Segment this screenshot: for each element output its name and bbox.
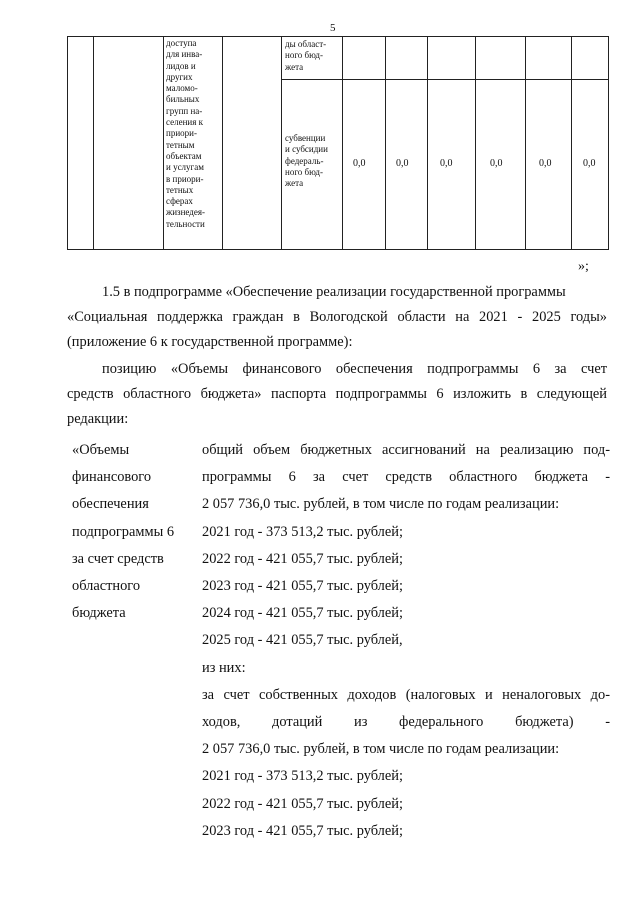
description-line: тетных	[166, 184, 194, 195]
description-line: жизнедея-	[166, 207, 205, 218]
value-cell: 0,0	[539, 158, 552, 169]
source-line: жета	[285, 178, 304, 189]
position-line-3: редакции:	[67, 411, 129, 427]
table-col-line	[525, 36, 526, 250]
value-line: 2021 год - 373 513,2 тыс. рублей;	[202, 523, 403, 540]
description-line: в приори-	[166, 173, 204, 184]
measure-description-cell	[166, 38, 224, 230]
description-line: сферах	[166, 196, 193, 207]
table-col-line	[93, 36, 94, 250]
label-line: подпрограммы 6	[72, 523, 175, 540]
table-col-line	[342, 36, 343, 250]
funding-source-federal	[285, 133, 341, 189]
description-line: лидов и	[166, 60, 196, 71]
value-cell: 0,0	[353, 158, 366, 169]
table-col-line	[281, 36, 282, 250]
position-line-2: средств областного бюджета» паспорта подпрограммы 6 изложить в следующей	[67, 386, 607, 402]
description-line: для инва-	[166, 49, 203, 60]
source-line: субвенции	[285, 133, 326, 143]
label-line: бюджета	[72, 605, 126, 622]
value-cell: 0,0	[490, 158, 503, 169]
description-line: доступа	[166, 38, 197, 48]
description-line: тельности	[166, 218, 205, 229]
description-line: групп на-	[166, 105, 203, 116]
value-line: 2024 год - 421 055,7 тыс. рублей;	[202, 605, 403, 622]
label-line: «Объемы	[72, 442, 130, 458]
intro-line-3: (приложение 6 к государственной программе):	[67, 334, 353, 350]
table-row-divider	[281, 79, 609, 80]
value-line: 2023 год - 421 055,7 тыс. рублей;	[202, 822, 403, 839]
value-line: 2022 год - 421 055,7 тыс. рублей;	[202, 550, 403, 567]
value-line: 2023 год - 421 055,7 тыс. рублей;	[202, 578, 403, 595]
position-value	[202, 437, 610, 845]
source-line: ного бюд-	[285, 166, 323, 177]
value-line: 2 057 736,0 тыс. рублей, в том числе по годам реализации:	[202, 496, 560, 513]
value-line: за счет собственных доходов (налоговых и неналоговых до-	[202, 686, 610, 703]
value-line: 2025 год - 421 055,7 тыс. рублей,	[202, 632, 403, 649]
table-col-line	[427, 36, 428, 250]
funding-source-regional	[285, 39, 341, 73]
value-cell: 0,0	[396, 158, 409, 169]
value-line: из них:	[202, 659, 246, 676]
value-line: общий объем бюджетных ассигнований на реализацию под-	[202, 442, 610, 458]
value-cell: 0,0	[440, 158, 453, 169]
label-line: обеспечения	[72, 496, 149, 513]
table-bottom-border	[67, 249, 609, 250]
description-line: тетным	[166, 139, 195, 150]
value-cell: 0,0	[583, 158, 596, 169]
description-line: и услугам	[166, 162, 204, 173]
source-line: ды област-	[285, 39, 327, 49]
value-line: 2 057 736,0 тыс. рублей, в том числе по годам реализации:	[202, 741, 560, 758]
page-number: 5	[330, 22, 336, 34]
description-line: приори-	[166, 128, 197, 139]
position-line-1: позицию «Объемы финансового обеспечения подпрограммы 6 за счет	[102, 361, 607, 377]
description-line: бильных	[166, 94, 200, 105]
table-col-line	[571, 36, 572, 250]
closing-quote: »;	[578, 259, 589, 274]
table-col-line	[163, 36, 164, 250]
value-line: программы 6 за счет средств областного бюджета -	[202, 469, 610, 486]
description-line: маломо-	[166, 83, 198, 94]
table-col-line	[475, 36, 476, 250]
source-line: жета	[285, 61, 304, 72]
label-line: за счет средств	[72, 550, 164, 567]
table-col-line	[67, 36, 68, 250]
table-top-border	[67, 36, 609, 37]
description-line: других	[166, 71, 193, 82]
value-line: 2021 год - 373 513,2 тыс. рублей;	[202, 768, 403, 785]
budget-table	[67, 36, 609, 250]
value-line: ходов, дотаций из федерального бюджета) -	[202, 714, 610, 731]
intro-line-1: 1.5 в подпрограмме «Обеспечение реализации государственной программы	[102, 284, 566, 300]
label-line: финансового	[72, 469, 152, 486]
label-line: областного	[72, 578, 141, 595]
table-col-line	[608, 36, 609, 250]
position-label	[72, 437, 202, 627]
source-line: и субсидии	[285, 144, 328, 155]
description-line: объектам	[166, 150, 202, 161]
value-line: 2022 год - 421 055,7 тыс. рублей;	[202, 795, 403, 812]
source-line: федераль-	[285, 155, 324, 166]
source-line: ного бюд-	[285, 50, 323, 61]
intro-line-2: «Социальная поддержка граждан в Вологодской области на 2021 - 2025 годы»	[67, 309, 607, 325]
table-col-line	[385, 36, 386, 250]
description-line: селения к	[166, 117, 203, 128]
